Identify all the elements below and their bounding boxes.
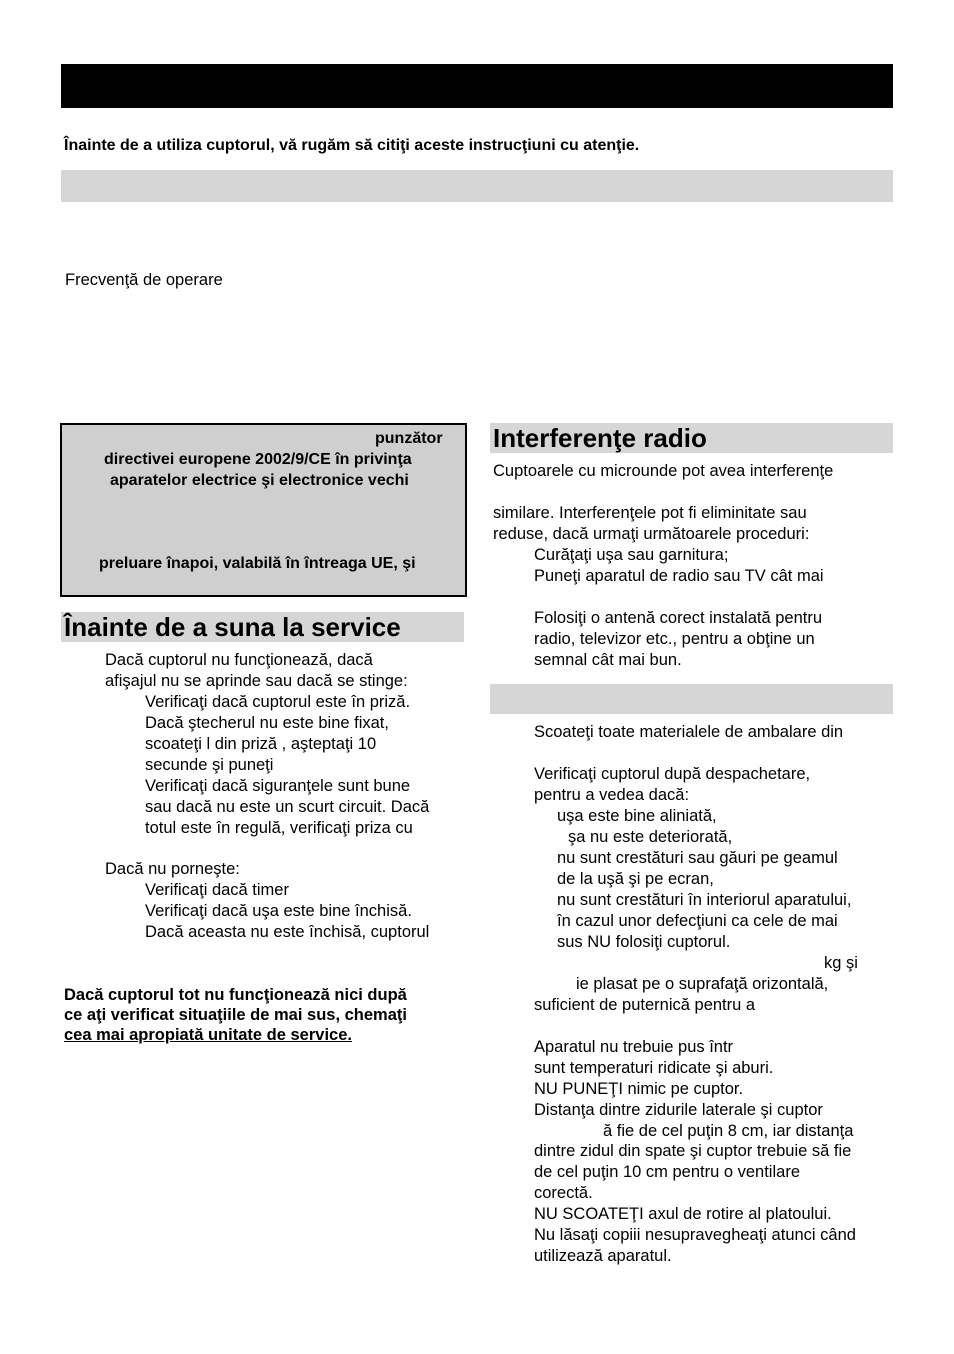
radio-line: reduse, dacă urmaţi următoarele proceduri: [493,525,810,543]
service-warning-line: cea mai apropiată unitate de service. [64,1026,352,1044]
radio-line: semnal cât mai bun. [534,651,682,669]
service-line: totul este în regulă, verificaţi priza cu [145,819,413,837]
radio-heading: Interferenţe radio [490,423,893,453]
install-line: NU SCOATEŢI axul de rotire al platoului. [534,1205,832,1223]
service-line: Dacă aceasta nu este închisă, cuptorul [145,923,430,941]
install-line: kg şi [824,954,858,972]
install-line: Aparatul nu trebuie pus într [534,1038,734,1056]
service-line: Dacă nu porneşte: [105,860,240,878]
title-bar [61,64,893,108]
service-line: Dacă cuptorul nu funcţionează, dacă [105,651,373,669]
install-line: uşa este bine aliniată, [557,807,717,825]
radio-line: Puneţi aparatul de radio sau TV cât mai [534,567,824,585]
install-line: ie plasat pe o suprafaţă orizontală, [576,975,829,993]
install-line: în cazul unor defecţiuni ca cele de mai [557,912,838,930]
radio-line: Cuptoarele cu microunde pot avea interferenţe [493,462,834,480]
frequency-label: Frecvenţă de operare [65,271,223,289]
install-line: utilizează aparatul. [534,1247,672,1265]
install-line: sus NU folosiţi cuptorul. [557,933,731,951]
service-line: secunde şi puneţi [145,756,274,774]
install-line: şa nu este deteriorată, [568,828,733,846]
weee-notice-box [60,423,467,597]
install-line: de cel puţin 10 cm pentru o ventilare [534,1163,800,1181]
service-line: Verificaţi dacă siguranţele sunt bune [145,777,411,795]
install-line: ă fie de cel puţin 8 cm, iar distanţa [603,1122,854,1140]
service-line: afişajul nu se aprinde sau dacă se stinge: [105,672,408,690]
specs-header-bar [61,170,893,202]
intro-text: Înainte de a utiliza cuptorul, vă rugăm să citiţi aceste instrucţiuni cu atenţie. [64,137,640,154]
install-line: Verificaţi cuptorul după despachetare, [534,765,811,783]
install-line: nu sunt crestături sau găuri pe geamul [557,849,838,867]
install-line: nu sunt crestături în interiorul aparatului, [557,891,852,909]
radio-line: Folosiţi o antenă corect instalată pentru [534,609,823,627]
install-line: Distanţa dintre zidurile laterale şi cuptor [534,1101,823,1119]
service-heading: Înainte de a suna la service [61,612,464,642]
service-warning-line: Dacă cuptorul tot nu funcţionează nici după [64,986,407,1004]
service-warning-line: ce aţi verificat situaţiile de mai sus, chemaţi [64,1006,407,1024]
service-line: scoateţi l din priză , aşteptaţi 10 [145,735,377,753]
weee-line: punzător [375,430,443,447]
service-line: Verificaţi dacă uşa este bine închisă. [145,902,412,920]
install-line: de la uşă şi pe ecran, [557,870,714,888]
service-line: Verificaţi dacă timer [145,881,289,899]
weee-line: directivei europene 2002/9/CE în privinţa [104,451,412,468]
install-line: Scoateţi toate materialele de ambalare din [534,723,844,741]
radio-line: Curăţaţi uşa sau garnitura; [534,546,729,564]
install-line: suficient de puternică pentru a [534,996,756,1014]
install-line: sunt temperaturi ridicate şi aburi. [534,1059,774,1077]
radio-line: similare. Interferenţele pot fi eliminitate sau [493,504,807,522]
weee-line: preluare înapoi, valabilă în întreaga UE, şi [99,555,416,572]
install-line: dintre zidul din spate şi cuptor trebuie să fie [534,1142,852,1160]
install-line: pentru a vedea dacă: [534,786,690,804]
install-line: Nu lăsaţi copiii nesupravegheaţi atunci când [534,1226,856,1244]
install-header-bar [490,684,893,714]
service-line: Verificaţi dacă cuptorul este în priză. [145,693,411,711]
weee-line: aparatelor electrice şi electronice vechi [110,472,409,489]
install-line: corectă. [534,1184,593,1202]
service-line: Dacă ştecherul nu este bine fixat, [145,714,389,732]
radio-line: radio, televizor etc., pentru a obţine un [534,630,815,648]
service-line: sau dacă nu este un scurt circuit. Dacă [145,798,430,816]
install-line: NU PUNEŢI nimic pe cuptor. [534,1080,744,1098]
